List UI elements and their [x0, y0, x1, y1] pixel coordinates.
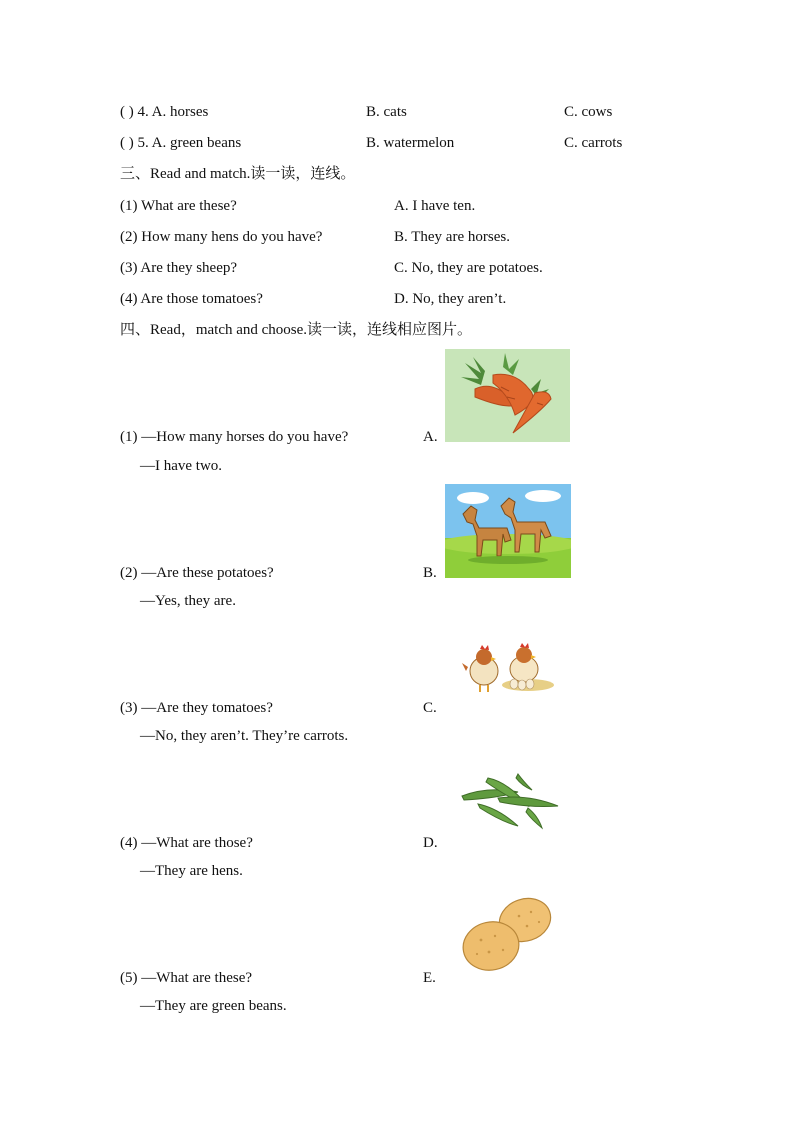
question-4-option-b: B. cats [366, 104, 407, 120]
question-5-option-b: B. watermelon [366, 135, 455, 151]
match-answer-c: C. No, they are potatoes. [394, 260, 543, 276]
dialog-2-question: (2) —Are these potatoes? [120, 565, 274, 581]
hens-picture[interactable] [458, 637, 558, 697]
carrots-picture[interactable] [445, 349, 570, 442]
question-5-option-a: ( ) 5. A. green beans [120, 135, 242, 151]
question-5-option-c: C. carrots [564, 135, 623, 151]
match-question-4: (4) Are those tomatoes? [120, 291, 263, 307]
match-question-2: (2) How many hens do you have? [120, 229, 323, 245]
match-answer-b: B. They are horses. [394, 229, 510, 245]
match-answer-a: A. I have ten. [394, 198, 476, 214]
picture-b-label: B. [423, 565, 437, 581]
dialog-1-question: (1) —How many horses do you have? [120, 429, 349, 445]
dialog-1-answer: —I have two. [140, 458, 223, 474]
potatoes-picture[interactable] [461, 896, 553, 976]
dialog-4-question: (4) —What are those? [120, 835, 253, 851]
match-question-1: (1) What are these? [120, 198, 237, 214]
dialog-5-answer: —They are green beans. [140, 998, 287, 1014]
picture-d-label: D. [423, 835, 438, 851]
section-4-heading: 四、Read，match and choose.读一读，连线相应图片。 [120, 322, 473, 338]
horses-picture[interactable] [445, 484, 571, 578]
dialog-3-question: (3) —Are they tomatoes? [120, 700, 273, 716]
dialog-2-answer: —Yes, they are. [140, 593, 236, 609]
picture-c-label: C. [423, 700, 437, 716]
match-answer-d: D. No, they aren’t. [394, 291, 507, 307]
picture-e-label: E. [423, 970, 436, 986]
dialog-3-answer: —No, they aren’t. They’re carrots. [140, 728, 349, 744]
section-3-heading: 三、Read and match.读一读，连线。 [120, 166, 356, 182]
question-4-option-a: ( ) 4. A. horses [120, 104, 209, 120]
question-4-option-c: C. cows [564, 104, 613, 120]
picture-a-label: A. [423, 429, 438, 445]
dialog-4-answer: —They are hens. [140, 863, 243, 879]
dialog-5-question: (5) —What are these? [120, 970, 253, 986]
green-beans-picture[interactable] [458, 768, 561, 832]
match-question-3: (3) Are they sheep? [120, 260, 238, 276]
